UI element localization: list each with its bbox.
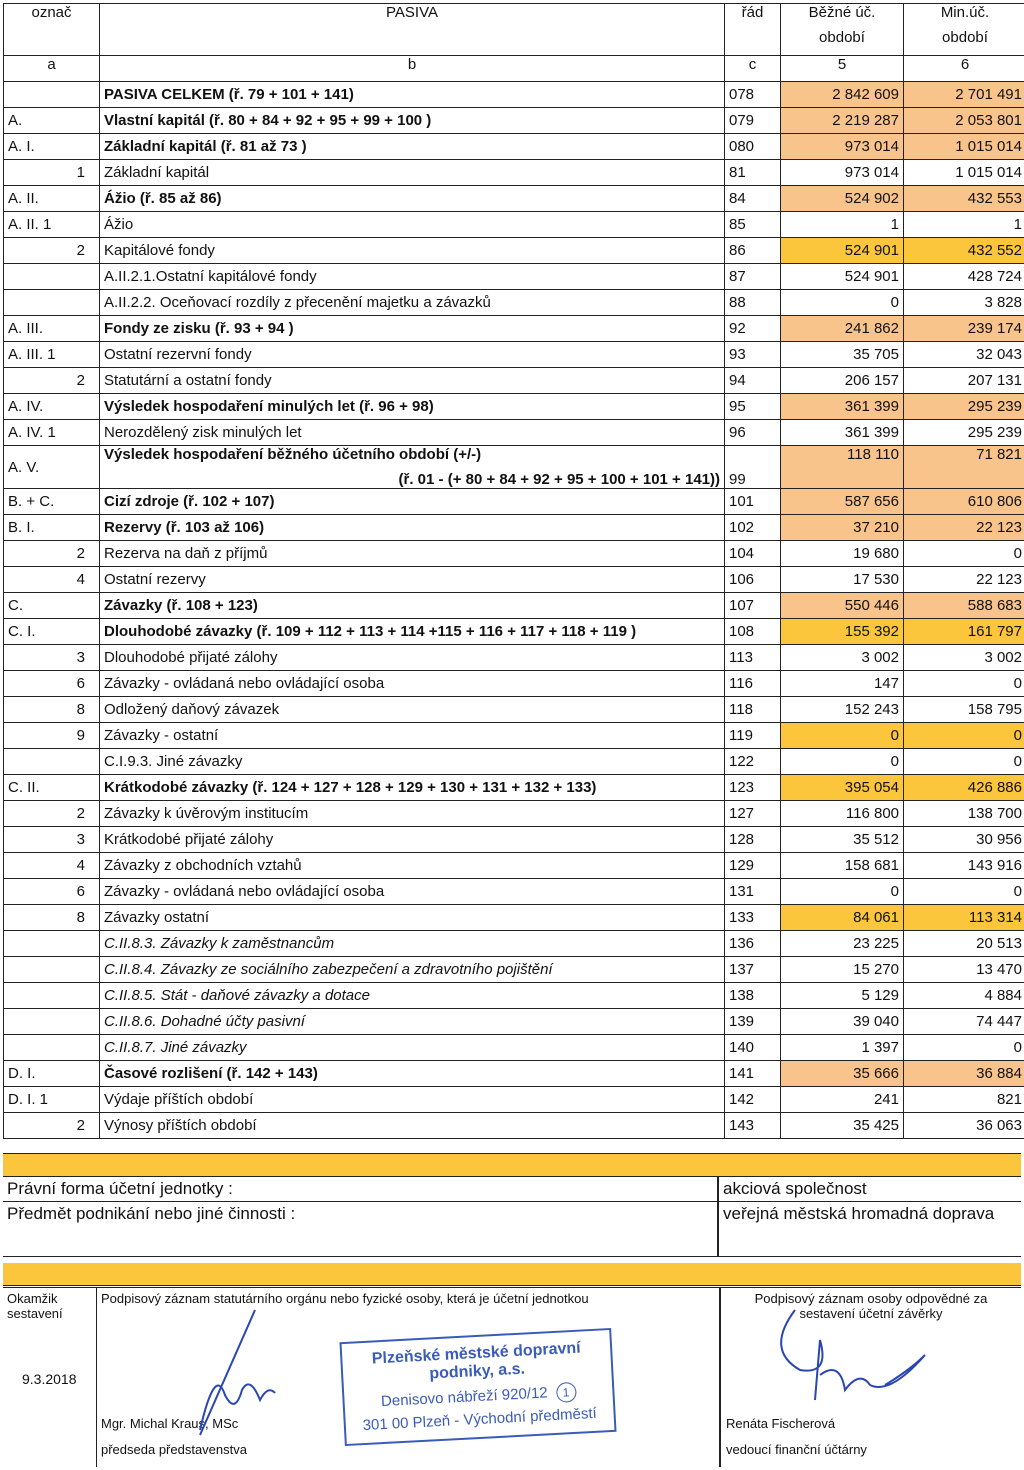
row-label: A.II.2.1.Ostatní kapitálové fondy — [100, 264, 725, 290]
row-oznaceni: 2 — [4, 1113, 100, 1139]
row-min: 143 916 — [904, 853, 1024, 879]
row-rad: 136 — [725, 931, 781, 957]
row-min: 428 724 — [904, 264, 1024, 290]
table-row — [4, 1087, 1024, 1113]
row-oznaceni: A. II. 1 — [4, 212, 100, 238]
company-stamp — [339, 1328, 616, 1446]
row-rad: 142 — [725, 1087, 781, 1113]
row-oznaceni: A. V. — [4, 446, 100, 489]
row-label: Závazky k úvěrovým institucím — [100, 801, 725, 827]
statutar-name: Mgr. Michal Kraus, MSc — [101, 1416, 239, 1431]
row-rad: 140 — [725, 1035, 781, 1061]
row-label: Statutární a ostatní fondy — [100, 368, 725, 394]
row-rad: 137 — [725, 957, 781, 983]
table-row — [4, 645, 1024, 671]
odpovedny-role: vedoucí finanční účtárny — [726, 1442, 867, 1457]
table-row — [4, 853, 1024, 879]
row-bezne: 241 862 — [781, 316, 904, 342]
header-pasiva: PASIVA — [100, 4, 725, 56]
row-label: Kapitálové fondy — [100, 238, 725, 264]
row-bezne: 395 054 — [781, 775, 904, 801]
row-bezne: 23 225 — [781, 931, 904, 957]
row-bezne: 35 425 — [781, 1113, 904, 1139]
table-row — [4, 186, 1024, 212]
row-label: Závazky - ovládaná nebo ovládající osoba — [100, 671, 725, 697]
row-bezne: 37 210 — [781, 515, 904, 541]
row-label: Ážio — [100, 212, 725, 238]
row-label: Ostatní rezervní fondy — [100, 342, 725, 368]
row-min: 1 015 014 — [904, 134, 1024, 160]
row-rad: 143 — [725, 1113, 781, 1139]
row-label: Závazky z obchodních vztahů — [100, 853, 725, 879]
row-label: Závazky (ř. 108 + 123) — [100, 593, 725, 619]
row-oznaceni: B. + C. — [4, 489, 100, 515]
row-rad: 104 — [725, 541, 781, 567]
pravni-forma-label: Právní forma účetní jednotky : — [3, 1177, 719, 1201]
row-rad: 96 — [725, 420, 781, 446]
row-bezne: 524 901 — [781, 264, 904, 290]
row-min: 22 123 — [904, 567, 1024, 593]
row-oznaceni: C. — [4, 593, 100, 619]
table-row — [4, 316, 1024, 342]
row-bezne: 19 680 — [781, 541, 904, 567]
row-rad: 116 — [725, 671, 781, 697]
row-min: 610 806 — [904, 489, 1024, 515]
separator-bar-2 — [3, 1263, 1021, 1286]
row-bezne: 35 666 — [781, 1061, 904, 1087]
row-bezne: 2 842 609 — [781, 82, 904, 108]
row-oznaceni — [4, 1035, 100, 1061]
row-rad: 138 — [725, 983, 781, 1009]
row-min: 30 956 — [904, 827, 1024, 853]
row-label: C.II.8.5. Stát - daňové závazky a dotace — [100, 983, 725, 1009]
table-row — [4, 238, 1024, 264]
row-label: C.I.9.3. Jiné závazky — [100, 749, 725, 775]
row-bezne: 1 397 — [781, 1035, 904, 1061]
row-oznaceni: A. II. — [4, 186, 100, 212]
info-row-forma — [3, 1177, 1021, 1202]
row-min: 432 553 — [904, 186, 1024, 212]
row-bezne: 17 530 — [781, 567, 904, 593]
table-row — [4, 879, 1024, 905]
table-row — [4, 290, 1024, 316]
row-label-line1: Výsledek hospodaření běžného účetního období (+/-) — [104, 446, 482, 463]
row-rad: 113 — [725, 645, 781, 671]
table-row — [4, 619, 1024, 645]
row-min: 0 — [904, 541, 1024, 567]
row-rad: 95 — [725, 394, 781, 420]
row-bezne: 158 681 — [781, 853, 904, 879]
row-bezne: 116 800 — [781, 801, 904, 827]
table-row — [4, 957, 1024, 983]
row-rad: 93 — [725, 342, 781, 368]
row-min: 295 239 — [904, 420, 1024, 446]
row-oznaceni: 4 — [4, 567, 100, 593]
pasiva-table — [3, 3, 1024, 1139]
row-label: C.II.8.3. Závazky k zaměstnancům — [100, 931, 725, 957]
row-rad: 078 — [725, 82, 781, 108]
header-5: 5 — [781, 56, 904, 82]
stamp-mark: 1 — [555, 1382, 576, 1403]
row-rad: 88 — [725, 290, 781, 316]
table-row — [4, 515, 1024, 541]
table-row — [4, 368, 1024, 394]
row-oznaceni: A. III. — [4, 316, 100, 342]
table-row — [4, 394, 1024, 420]
row-bezne: 241 — [781, 1087, 904, 1113]
table-row — [4, 801, 1024, 827]
row-rad: 101 — [725, 489, 781, 515]
row-rad: 128 — [725, 827, 781, 853]
row-label: Cizí zdroje (ř. 102 + 107) — [100, 489, 725, 515]
row-bezne: 361 399 — [781, 420, 904, 446]
row-min: 138 700 — [904, 801, 1024, 827]
row-bezne: 524 902 — [781, 186, 904, 212]
row-oznaceni: 2 — [4, 541, 100, 567]
row-rad: 129 — [725, 853, 781, 879]
row-oznaceni — [4, 264, 100, 290]
table-row — [4, 1009, 1024, 1035]
row-bezne: 152 243 — [781, 697, 904, 723]
row-bezne: 1 — [781, 212, 904, 238]
row-bezne: 15 270 — [781, 957, 904, 983]
row-rad: 81 — [725, 160, 781, 186]
row-label: Výdaje příštích období — [100, 1087, 725, 1113]
row-rad: 107 — [725, 593, 781, 619]
row-rad: 141 — [725, 1061, 781, 1087]
row-label: Základní kapitál (ř. 81 až 73 ) — [100, 134, 725, 160]
row-min: 3 002 — [904, 645, 1024, 671]
row-bezne: 973 014 — [781, 160, 904, 186]
header-oznac: označ — [4, 4, 100, 56]
predmet-value: veřejná městská hromadná doprava — [723, 1204, 995, 1223]
row-min: 3 828 — [904, 290, 1024, 316]
header-b: b — [100, 56, 725, 82]
row-min: 113 314 — [904, 905, 1024, 931]
row-rad: 122 — [725, 749, 781, 775]
row-rad: 080 — [725, 134, 781, 160]
row-oznaceni: A. — [4, 108, 100, 134]
predmet-label: Předmět podnikání nebo jiné činnosti : — [3, 1202, 719, 1256]
header-rad: řád — [725, 4, 781, 56]
pravni-forma-value: akciová společnost — [723, 1179, 867, 1198]
row-min: 0 — [904, 1035, 1024, 1061]
row-oznaceni: 6 — [4, 671, 100, 697]
row-oznaceni: 8 — [4, 697, 100, 723]
row-bezne: 118 110 — [781, 446, 904, 489]
row-oznaceni — [4, 290, 100, 316]
row-rad: 079 — [725, 108, 781, 134]
row-label: Rezerva na daň z příjmů — [100, 541, 725, 567]
row-bezne: 2 219 287 — [781, 108, 904, 134]
header-min: Min.úč. období — [904, 4, 1024, 56]
table-row — [4, 905, 1024, 931]
row-bezne: 550 446 — [781, 593, 904, 619]
table-row — [4, 1035, 1024, 1061]
row-rad: 119 — [725, 723, 781, 749]
row-oznaceni: D. I. — [4, 1061, 100, 1087]
row-label: Výsledek hospodaření minulých let (ř. 96 + 98) — [100, 394, 725, 420]
table-row — [4, 931, 1024, 957]
row-label: Krátkodobé závazky (ř. 124 + 127 + 128 + 129 + 130 + 131 + 132 + 133) — [100, 775, 725, 801]
row-label: Základní kapitál — [100, 160, 725, 186]
row-rad: 84 — [725, 186, 781, 212]
row-oznaceni: C. II. — [4, 775, 100, 801]
row-label: Závazky ostatní — [100, 905, 725, 931]
row-label: C.II.8.6. Dohadné účty pasivní — [100, 1009, 725, 1035]
table-row — [4, 264, 1024, 290]
row-min: 295 239 — [904, 394, 1024, 420]
row-rad: 118 — [725, 697, 781, 723]
row-label: Fondy ze zisku (ř. 93 + 94 ) — [100, 316, 725, 342]
row-rad: 133 — [725, 905, 781, 931]
row-oznaceni — [4, 82, 100, 108]
row-min: 0 — [904, 723, 1024, 749]
row-label: Závazky - ostatní — [100, 723, 725, 749]
row-rad: 85 — [725, 212, 781, 238]
row-bezne: 3 002 — [781, 645, 904, 671]
row-rad: 86 — [725, 238, 781, 264]
row-label: Dlouhodobé závazky (ř. 109 + 112 + 113 + 114 +115 + 116 + 117 + 118 + 119 ) — [100, 619, 725, 645]
row-oznaceni: 2 — [4, 238, 100, 264]
row-min: 1 — [904, 212, 1024, 238]
header-row-2 — [4, 56, 1024, 82]
row-label: A.II.2.2. Oceňovací rozdíly z přecenění majetku a závazků — [100, 290, 725, 316]
row-label: Rezervy (ř. 103 až 106) — [100, 515, 725, 541]
row-bezne: 84 061 — [781, 905, 904, 931]
separator-bar — [3, 1153, 1021, 1177]
row-min: 0 — [904, 879, 1024, 905]
row-label: Ážio (ř. 85 až 86) — [100, 186, 725, 212]
row-oznaceni: B. I. — [4, 515, 100, 541]
row-min: 239 174 — [904, 316, 1024, 342]
row-min: 20 513 — [904, 931, 1024, 957]
row-label — [100, 446, 725, 489]
row-oznaceni: A. I. — [4, 134, 100, 160]
row-label: Krátkodobé přijaté zálohy — [100, 827, 725, 853]
row-oznaceni — [4, 1009, 100, 1035]
row-rad: 131 — [725, 879, 781, 905]
row-rad: 108 — [725, 619, 781, 645]
row-bezne: 0 — [781, 749, 904, 775]
row-rad: 127 — [725, 801, 781, 827]
row-oznaceni: 1 — [4, 160, 100, 186]
row-min: 0 — [904, 749, 1024, 775]
row-min: 36 063 — [904, 1113, 1024, 1139]
row-min: 426 886 — [904, 775, 1024, 801]
table-row — [4, 775, 1024, 801]
okamzik-label: Okamžik sestavení — [7, 1291, 63, 1321]
table-row — [4, 82, 1024, 108]
row-label: C.II.8.4. Závazky ze sociálního zabezpečení a zdravotního pojištění — [100, 957, 725, 983]
row-min: 161 797 — [904, 619, 1024, 645]
row-oznaceni — [4, 749, 100, 775]
row-min: 432 552 — [904, 238, 1024, 264]
row-label: Dlouhodobé přijaté zálohy — [100, 645, 725, 671]
row-min: 1 015 014 — [904, 160, 1024, 186]
row-rad: 106 — [725, 567, 781, 593]
header-6: 6 — [904, 56, 1024, 82]
row-min: 2 053 801 — [904, 108, 1024, 134]
row-min: 32 043 — [904, 342, 1024, 368]
row-rad: 94 — [725, 368, 781, 394]
row-min: 13 470 — [904, 957, 1024, 983]
row-bezne: 35 705 — [781, 342, 904, 368]
table-row — [4, 827, 1024, 853]
row-min: 0 — [904, 671, 1024, 697]
row-min: 74 447 — [904, 1009, 1024, 1035]
header-row — [4, 4, 1024, 56]
table-row — [4, 134, 1024, 160]
table-row — [4, 212, 1024, 238]
row-label: Výnosy příštích období — [100, 1113, 725, 1139]
row-rad: 102 — [725, 515, 781, 541]
row-rad: 99 — [725, 446, 781, 489]
row-label: Nerozdělený zisk minulých let — [100, 420, 725, 446]
row-oznaceni: C. I. — [4, 619, 100, 645]
row-min: 4 884 — [904, 983, 1024, 1009]
row-label: Odložený daňový závazek — [100, 697, 725, 723]
row-bezne: 524 901 — [781, 238, 904, 264]
row-bezne: 587 656 — [781, 489, 904, 515]
signature-kraus — [180, 1305, 300, 1445]
table-row — [4, 420, 1024, 446]
table-row — [4, 489, 1024, 515]
row-oznaceni — [4, 931, 100, 957]
statutar-label: Podpisový záznam statutárního orgánu nebo fyzické osoby, která je účetní jednotkou — [101, 1291, 589, 1306]
row-oznaceni: 2 — [4, 368, 100, 394]
table-row — [4, 567, 1024, 593]
row-oznaceni: 3 — [4, 827, 100, 853]
table-row — [4, 160, 1024, 186]
table-row — [4, 108, 1024, 134]
row-oznaceni: 6 — [4, 879, 100, 905]
row-label-line2: (ř. 01 - (+ 80 + 84 + 92 + 95 + 100 + 101 + 141)) — [398, 471, 720, 488]
date: 9.3.2018 — [22, 1371, 77, 1387]
odpovedny-label: Podpisový záznam osoby odpovědné za sestavení účetní závěrky — [754, 1291, 988, 1321]
row-label: Časové rozlišení (ř. 142 + 143) — [100, 1061, 725, 1087]
row-oznaceni: 3 — [4, 645, 100, 671]
row-label: Ostatní rezervy — [100, 567, 725, 593]
odpovedny-name: Renáta Fischerová — [726, 1416, 836, 1431]
row-rad: 92 — [725, 316, 781, 342]
row-label: C.II.8.7. Jiné závazky — [100, 1035, 725, 1061]
row-bezne: 35 512 — [781, 827, 904, 853]
row-min: 588 683 — [904, 593, 1024, 619]
header-c: c — [725, 56, 781, 82]
row-bezne: 5 129 — [781, 983, 904, 1009]
row-min: 2 701 491 — [904, 82, 1024, 108]
info-section — [3, 1153, 1021, 1286]
info-row-predmet — [3, 1202, 1021, 1257]
table-row — [4, 446, 1024, 489]
row-oznaceni: D. I. 1 — [4, 1087, 100, 1113]
row-oznaceni — [4, 957, 100, 983]
row-oznaceni: A. IV. — [4, 394, 100, 420]
row-oznaceni — [4, 983, 100, 1009]
header-bezne: Běžné úč. období — [781, 4, 904, 56]
row-min: 158 795 — [904, 697, 1024, 723]
header-a: a — [4, 56, 100, 82]
row-bezne: 147 — [781, 671, 904, 697]
row-rad: 87 — [725, 264, 781, 290]
row-oznaceni: 2 — [4, 801, 100, 827]
row-min: 207 131 — [904, 368, 1024, 394]
row-oznaceni: 9 — [4, 723, 100, 749]
row-label: Závazky - ovládaná nebo ovládající osoba — [100, 879, 725, 905]
stamp-line1: Plzeňské městské dopravní podniky, a.s. — [371, 1339, 582, 1383]
statutar-role: předseda představenstva — [101, 1442, 247, 1457]
table-row — [4, 342, 1024, 368]
row-bezne: 0 — [781, 879, 904, 905]
row-label: PASIVA CELKEM (ř. 79 + 101 + 141) — [100, 82, 725, 108]
table-row — [4, 983, 1024, 1009]
row-oznaceni: 4 — [4, 853, 100, 879]
row-min: 22 123 — [904, 515, 1024, 541]
table-row — [4, 593, 1024, 619]
stamp-line2: Denisovo nábřeží 920/12 1 — [344, 1380, 613, 1414]
row-min: 821 — [904, 1087, 1024, 1113]
row-bezne: 206 157 — [781, 368, 904, 394]
table-row — [4, 749, 1024, 775]
row-rad: 139 — [725, 1009, 781, 1035]
row-bezne: 39 040 — [781, 1009, 904, 1035]
row-oznaceni: A. IV. 1 — [4, 420, 100, 446]
table-row — [4, 541, 1024, 567]
table-row — [4, 697, 1024, 723]
stamp-line3: 301 00 Plzeň - Východní předměstí — [362, 1404, 598, 1435]
row-oznaceni: A. III. 1 — [4, 342, 100, 368]
table-row — [4, 1061, 1024, 1087]
row-bezne: 155 392 — [781, 619, 904, 645]
row-rad: 123 — [725, 775, 781, 801]
signature-fischerova — [760, 1300, 940, 1420]
row-bezne: 0 — [781, 290, 904, 316]
row-label: Vlastní kapitál (ř. 80 + 84 + 92 + 95 + 99 + 100 ) — [100, 108, 725, 134]
table-row — [4, 723, 1024, 749]
row-bezne: 973 014 — [781, 134, 904, 160]
row-bezne: 361 399 — [781, 394, 904, 420]
table-row — [4, 671, 1024, 697]
row-min: 36 884 — [904, 1061, 1024, 1087]
row-oznaceni: 8 — [4, 905, 100, 931]
row-min: 71 821 — [904, 446, 1024, 489]
table-row — [4, 1113, 1024, 1139]
row-bezne: 0 — [781, 723, 904, 749]
